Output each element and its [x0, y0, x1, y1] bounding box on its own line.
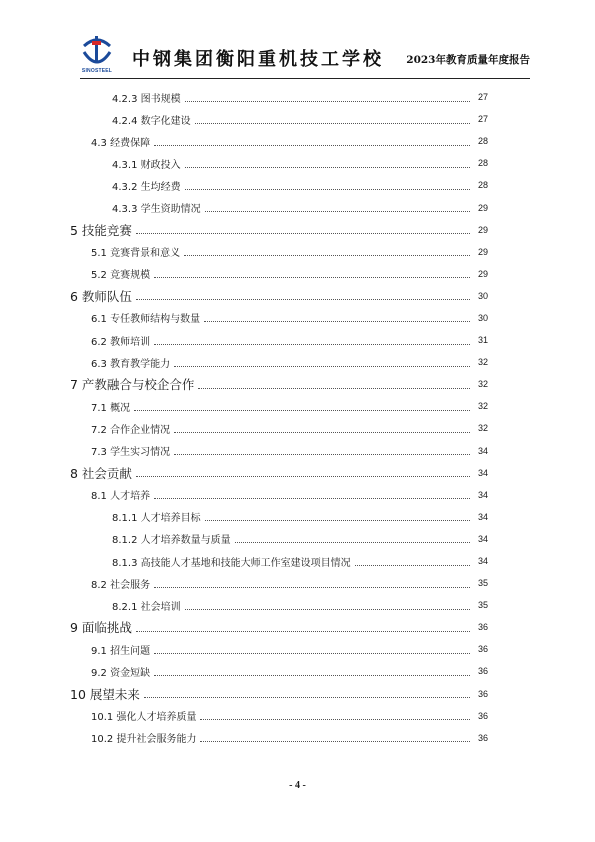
- header-divider: [80, 78, 530, 79]
- toc-entry-page: 34: [477, 533, 488, 544]
- toc-dot-leader: [154, 675, 470, 676]
- table-of-contents: [70, 86, 488, 749]
- toc-entry-page: 31: [477, 335, 488, 346]
- toc-entry-page: 36: [477, 688, 488, 699]
- toc-entry-page: 36: [477, 710, 488, 721]
- toc-entry[interactable]: [70, 152, 488, 174]
- toc-entry-title: 7 产教融合与校企合作: [70, 377, 195, 393]
- toc-dot-leader: [136, 476, 470, 477]
- toc-dot-leader: [154, 344, 470, 345]
- toc-dot-leader: [205, 520, 470, 521]
- toc-entry-page: 34: [477, 445, 488, 456]
- report-title: 2023年教育质量年度报告: [406, 54, 530, 66]
- toc-entry-page: 28: [477, 136, 488, 147]
- toc-dot-leader: [174, 454, 470, 455]
- toc-dot-leader: [235, 542, 470, 543]
- toc-entry-title: 10.1 强化人才培养质量: [91, 712, 197, 724]
- toc-dot-leader: [136, 631, 470, 632]
- toc-entry-page: 28: [477, 158, 488, 169]
- toc-entry[interactable]: [70, 705, 488, 727]
- toc-entry-page: 36: [477, 622, 488, 633]
- toc-dot-leader: [154, 277, 470, 278]
- toc-entry[interactable]: [70, 174, 488, 196]
- toc-entry-title: 4.2.3 图书规模: [112, 93, 181, 105]
- toc-dot-leader: [184, 255, 470, 256]
- toc-entry-page: 35: [477, 600, 488, 611]
- toc-entry-page: 34: [477, 511, 488, 522]
- toc-dot-leader: [205, 211, 470, 212]
- toc-entry[interactable]: [70, 130, 488, 152]
- toc-entry[interactable]: [70, 329, 488, 351]
- toc-entry-title: 7.2 合作企业情况: [91, 424, 171, 436]
- toc-entry-title: 8.1.1 人才培养目标: [112, 513, 201, 525]
- toc-entry-page: 32: [477, 379, 488, 390]
- toc-entry-title: 8.1.3 高技能人才基地和技能大师工作室建设项目情况: [112, 557, 351, 569]
- toc-entry[interactable]: [70, 263, 488, 285]
- toc-dot-leader: [185, 189, 470, 190]
- toc-entry-title: 8.1 人才培养: [91, 491, 151, 503]
- toc-dot-leader: [144, 697, 470, 698]
- toc-entry[interactable]: [70, 373, 488, 395]
- toc-entry-page: 29: [477, 224, 488, 235]
- toc-entry-page: 36: [477, 732, 488, 743]
- school-name: 中钢集团衡阳重机技工学校: [132, 49, 384, 70]
- toc-entry-title: 5.2 竞赛规模: [91, 270, 151, 282]
- toc-entry-page: 34: [477, 467, 488, 478]
- toc-entry-title: 6 教师队伍: [70, 288, 132, 304]
- toc-dot-leader: [154, 653, 470, 654]
- page-header: [80, 32, 530, 78]
- toc-entry-page: 32: [477, 401, 488, 412]
- toc-entry-title: 9.2 资金短缺: [91, 667, 151, 679]
- toc-entry[interactable]: [70, 683, 488, 705]
- toc-entry[interactable]: [70, 86, 488, 108]
- toc-entry-title: 4.3 经费保障: [91, 137, 151, 149]
- toc-dot-leader: [198, 388, 470, 389]
- toc-entry[interactable]: [70, 727, 488, 749]
- toc-entry-page: 35: [477, 578, 488, 589]
- toc-entry[interactable]: [70, 462, 488, 484]
- page-number: - 4 -: [289, 780, 306, 791]
- toc-dot-leader: [185, 101, 470, 102]
- toc-entry[interactable]: [70, 506, 488, 528]
- toc-entry-page: 27: [477, 114, 488, 125]
- toc-entry-page: 32: [477, 357, 488, 368]
- toc-entry-title: 6.1 专任教师结构与数量: [91, 314, 201, 326]
- toc-entry-page: 30: [477, 312, 488, 323]
- toc-entry-page: 36: [477, 666, 488, 677]
- toc-dot-leader: [185, 167, 470, 168]
- toc-entry-title: 10.2 提升社会服务能力: [91, 734, 197, 746]
- toc-entry-page: 28: [477, 180, 488, 191]
- toc-entry[interactable]: [70, 572, 488, 594]
- toc-dot-leader: [154, 145, 470, 146]
- toc-entry[interactable]: [70, 285, 488, 307]
- toc-entry-title: 9.1 招生问题: [91, 645, 151, 657]
- toc-entry-page: 36: [477, 644, 488, 655]
- toc-dot-leader: [195, 123, 470, 124]
- toc-entry-page: 29: [477, 246, 488, 257]
- toc-entry-title: 8.1.2 人才培养数量与质量: [112, 535, 231, 547]
- toc-entry-page: 30: [477, 290, 488, 301]
- toc-dot-leader: [200, 719, 470, 720]
- toc-entry-title: 10 展望未来: [70, 686, 140, 702]
- toc-entry[interactable]: [70, 395, 488, 417]
- toc-entry-page: 34: [477, 556, 488, 567]
- toc-entry-page: 29: [477, 268, 488, 279]
- toc-entry-title: 9 面临挑战: [70, 620, 132, 636]
- toc-entry-title: 7.1 概况: [91, 402, 131, 414]
- toc-dot-leader: [136, 233, 470, 234]
- toc-dot-leader: [204, 321, 470, 322]
- toc-dot-leader: [355, 565, 470, 566]
- toc-entry-title: 7.3 学生实习情况: [91, 447, 171, 459]
- toc-entry-title: 8.2 社会服务: [91, 579, 151, 591]
- toc-dot-leader: [200, 741, 470, 742]
- toc-entry[interactable]: [70, 638, 488, 660]
- toc-dot-leader: [134, 410, 470, 411]
- toc-entry-title: 4.3.3 学生资助情况: [112, 204, 201, 216]
- toc-entry[interactable]: [70, 108, 488, 130]
- toc-entry[interactable]: [70, 660, 488, 682]
- logo-text: SINOSTEEL: [81, 68, 113, 74]
- toc-entry-page: 27: [477, 92, 488, 103]
- toc-entry[interactable]: [70, 241, 488, 263]
- toc-entry[interactable]: [70, 594, 488, 616]
- toc-dot-leader: [154, 587, 470, 588]
- toc-entry-title: 8.2.1 社会培训: [112, 601, 181, 613]
- toc-entry[interactable]: [70, 196, 488, 218]
- toc-entry-title: 8 社会贡献: [70, 465, 132, 481]
- toc-entry-title: 4.3.1 财政投入: [112, 159, 181, 171]
- toc-entry-page: 34: [477, 489, 488, 500]
- toc-entry-page: 32: [477, 423, 488, 434]
- toc-entry[interactable]: [70, 440, 488, 462]
- toc-entry-title: 6.3 教育教学能力: [91, 358, 171, 370]
- toc-dot-leader: [174, 432, 470, 433]
- toc-entry-title: 5.1 竞赛背景和意义: [91, 248, 181, 260]
- toc-entry[interactable]: [70, 351, 488, 373]
- toc-entry[interactable]: [70, 417, 488, 439]
- toc-dot-leader: [154, 498, 470, 499]
- toc-entry-page: 29: [477, 202, 488, 213]
- toc-entry-title: 4.2.4 数字化建设: [112, 115, 191, 127]
- toc-entry[interactable]: [70, 307, 488, 329]
- toc-dot-leader: [174, 366, 470, 367]
- toc-entry-title: 5 技能竞赛: [70, 222, 132, 238]
- toc-entry-title: 6.2 教师培训: [91, 336, 151, 348]
- toc-dot-leader: [136, 299, 470, 300]
- toc-entry-title: 4.3.2 生均经费: [112, 181, 181, 193]
- toc-entry[interactable]: [70, 219, 488, 241]
- toc-entry[interactable]: [70, 484, 488, 506]
- toc-entry[interactable]: [70, 550, 488, 572]
- toc-dot-leader: [185, 609, 470, 610]
- toc-entry[interactable]: [70, 616, 488, 638]
- toc-entry[interactable]: [70, 528, 488, 550]
